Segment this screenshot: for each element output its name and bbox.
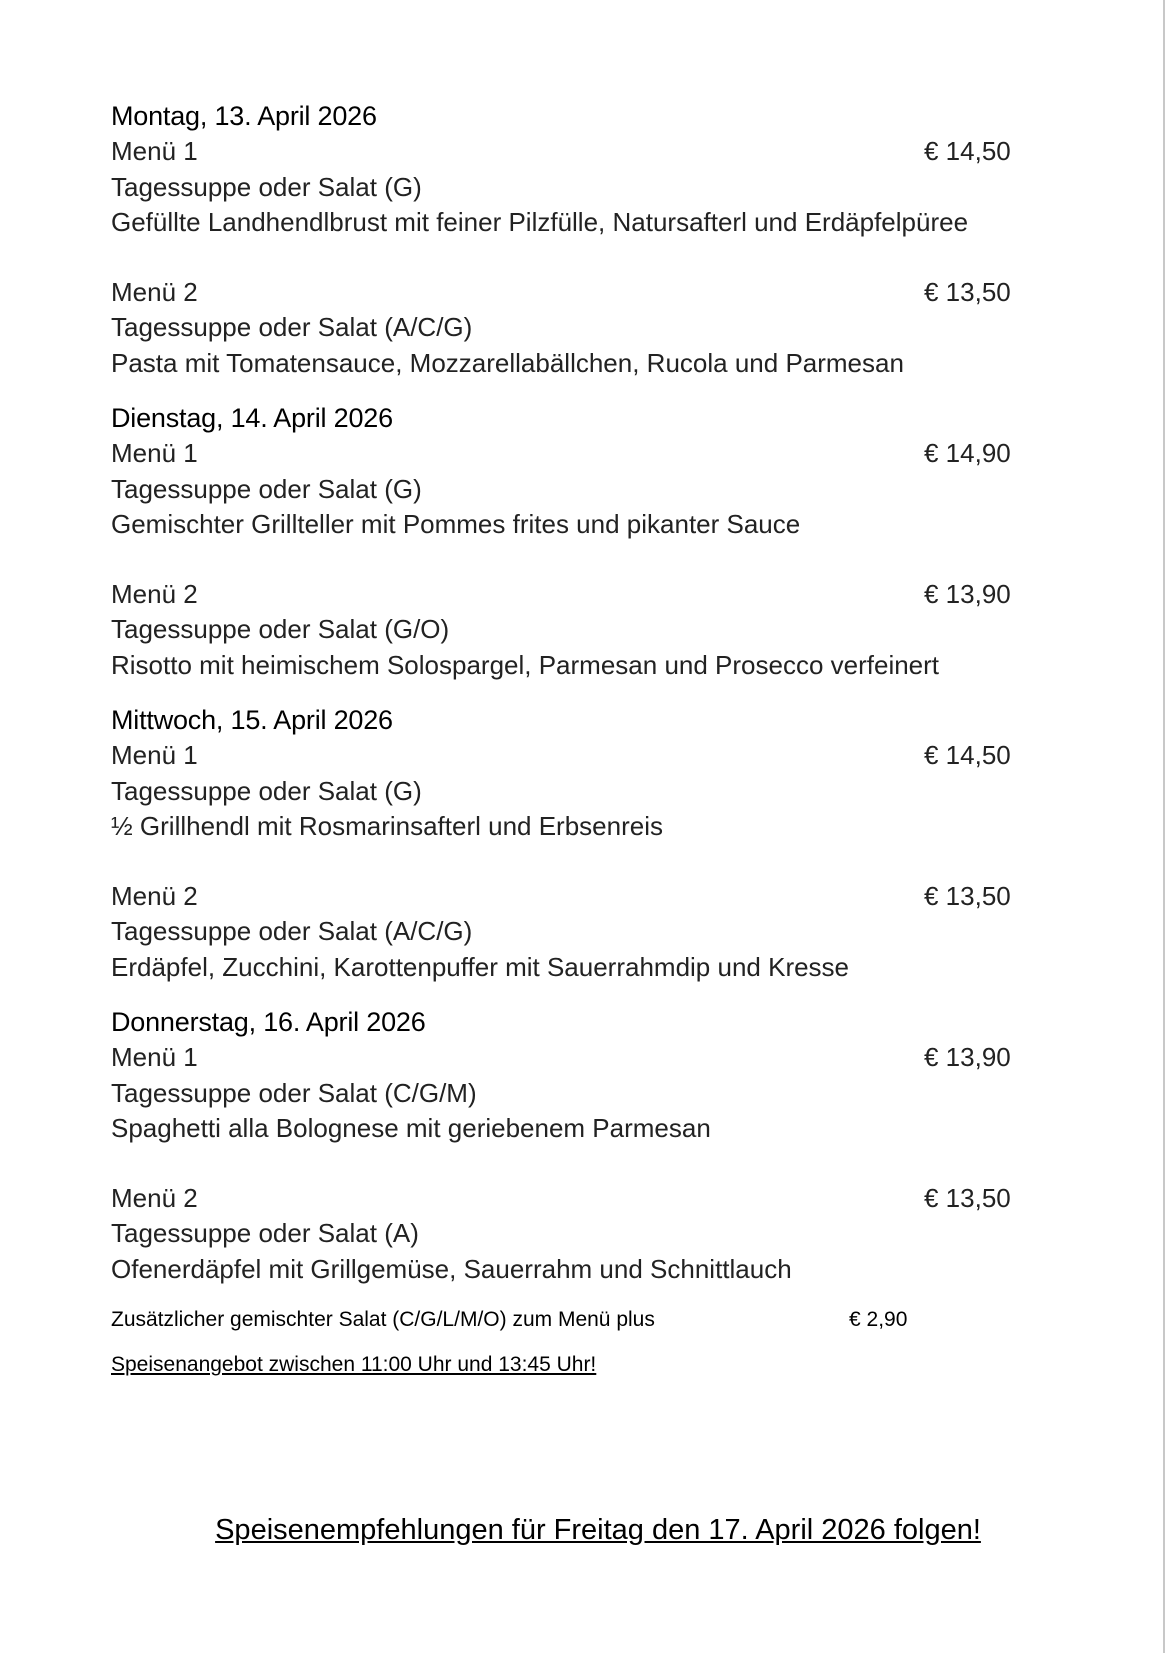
day-title: Mittwoch, 15. April 2026 <box>111 705 393 735</box>
day-thursday <box>111 1004 1051 1287</box>
menu-starter: Tagessuppe oder Salat (G) <box>111 473 422 504</box>
menu-main-dish: Risotto mit heimischem Solospargel, Parmesan und Prosecco verfeinert <box>111 649 940 680</box>
menu-2 <box>111 275 1051 382</box>
menu-price: € 13,50 <box>924 1182 1011 1213</box>
menu-name: Menü 2 <box>111 276 198 307</box>
menu-main-dish: Pasta mit Tomatensauce, Mozzarellabällchen, Rucola und Parmesan <box>111 347 904 378</box>
menu-header <box>111 134 1051 170</box>
extra-salad-price: € 2,90 <box>849 1308 908 1331</box>
menu-price: € 14,50 <box>924 740 1011 770</box>
menu-name: Menü 1 <box>111 438 198 468</box>
menu-name: Menü 1 <box>111 740 198 770</box>
menu-starter: Tagessuppe oder Salat (G/O) <box>111 614 450 644</box>
menu-price: € 14,50 <box>924 136 1011 166</box>
menu-starter: Tagessuppe oder Salat (A) <box>111 1218 419 1248</box>
menu-main-dish: ½ Grillhendl mit Rosmarinsafterl und Erbsenreis <box>111 811 663 841</box>
menu-2 <box>111 577 1051 684</box>
menu-main-dish: Gemischter Grillteller mit Pommes frites und pikanter Sauce <box>111 509 801 539</box>
extra-salad-row <box>111 1306 1051 1334</box>
menu-price: € 13,50 <box>924 276 1011 307</box>
menu-name: Menü 2 <box>111 880 198 911</box>
menu-header <box>111 879 1051 915</box>
menu-header <box>111 436 1051 472</box>
menu-price: € 13,90 <box>924 1042 1011 1072</box>
menu-price: € 14,90 <box>924 438 1011 468</box>
day-title: Dienstag, 14. April 2026 <box>111 403 393 433</box>
day-tuesday <box>111 400 1051 683</box>
menu-main-dish: Ofenerdäpfel mit Grillgemüse, Sauerrahm und Schnittlauch <box>111 1253 792 1284</box>
serving-hours-note: Speisenangebot zwischen 11:00 Uhr und 13:45 Uhr! <box>111 1353 597 1376</box>
menu-header <box>111 577 1051 613</box>
menu-starter: Tagessuppe oder Salat (C/G/M) <box>111 1077 477 1108</box>
menu-header <box>111 275 1051 311</box>
menu-2 <box>111 1181 1051 1288</box>
menu-price: € 13,50 <box>924 880 1011 911</box>
friday-announcement: Speisenempfehlungen für Freitag den 17. April 2026 folgen! <box>215 1514 981 1546</box>
day-title: Montag, 13. April 2026 <box>111 101 377 131</box>
extra-salad-label: Zusätzlicher gemischter Salat (C/G/L/M/O) zum Menü plus <box>111 1308 655 1331</box>
menu-starter: Tagessuppe oder Salat (G) <box>111 775 422 806</box>
page-edge <box>1163 0 1165 1653</box>
menu-starter: Tagessuppe oder Salat (G) <box>111 171 422 202</box>
day-wednesday <box>111 702 1051 985</box>
day-monday <box>111 98 1051 381</box>
menu-header <box>111 1040 1051 1076</box>
menu-1 <box>111 1040 1051 1147</box>
menu-header <box>111 1181 1051 1217</box>
day-title: Donnerstag, 16. April 2026 <box>111 1007 426 1037</box>
menu-name: Menü 2 <box>111 1182 198 1213</box>
menu-name: Menü 1 <box>111 136 198 166</box>
menu-1 <box>111 738 1051 845</box>
menu-2 <box>111 879 1051 986</box>
menu-1 <box>111 436 1051 543</box>
menu-main-dish: Spaghetti alla Bolognese mit geriebenem Parmesan <box>111 1113 711 1143</box>
menu-main-dish: Gefüllte Landhendlbrust mit feiner Pilzfülle, Natursafterl und Erdäpfelpüree <box>111 207 969 237</box>
menu-starter: Tagessuppe oder Salat (A/C/G) <box>111 916 473 946</box>
menu-main-dish: Erdäpfel, Zucchini, Karottenpuffer mit Sauerrahmdip und Kresse <box>111 951 850 982</box>
menu-price: € 13,90 <box>924 578 1011 609</box>
menu-name: Menü 1 <box>111 1042 198 1072</box>
menu-starter: Tagessuppe oder Salat (A/C/G) <box>111 312 473 342</box>
extra-salad-offer <box>111 1306 1051 1334</box>
menu-name: Menü 2 <box>111 578 198 609</box>
lunch-menu <box>111 98 1051 1379</box>
menu-header <box>111 738 1051 774</box>
menu-1 <box>111 134 1051 241</box>
